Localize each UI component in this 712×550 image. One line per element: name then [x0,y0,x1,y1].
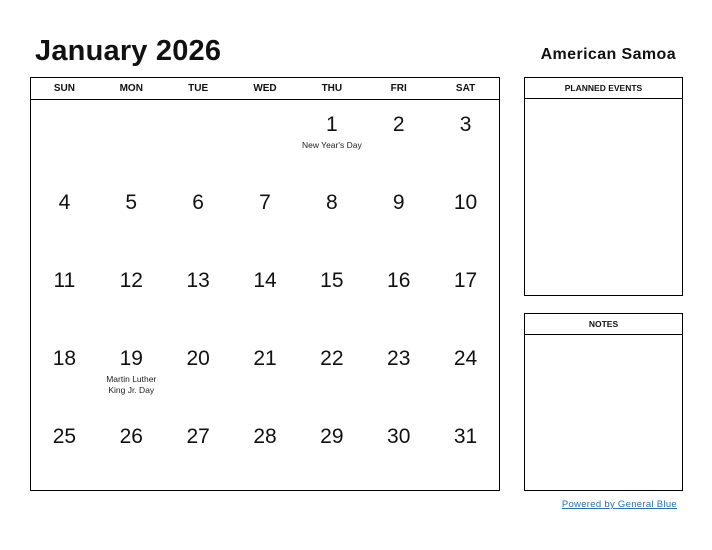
day-cell [232,412,299,490]
day-cell [432,256,499,334]
powered-by-link[interactable]: Powered by General Blue [561,499,677,510]
calendar-grid [30,77,500,491]
day-number: 26 [119,425,143,448]
day-number: 2 [392,113,405,136]
day-cell [98,334,165,412]
day-cell [31,100,98,178]
day-grid [31,100,499,490]
day-cell [365,256,432,334]
day-number: 4 [58,191,71,214]
day-number: 9 [392,191,405,214]
day-number: 20 [186,347,210,370]
day-number: 10 [453,191,478,214]
day-number: 1 [326,113,338,136]
day-number: 19 [119,347,143,370]
day-cell [432,100,499,178]
weekday-thu: THU [321,83,343,94]
day-cell [232,100,299,178]
day-number: 21 [253,347,277,370]
day-number: 30 [387,425,411,448]
day-cell [365,412,432,490]
day-cell [298,334,365,412]
weekday-wed: WED [253,83,277,94]
day-cell [31,256,98,334]
day-cell [298,178,365,256]
day-cell [232,178,299,256]
day-number: 15 [320,269,344,292]
holiday-label: Martin Luther King Jr. Day [106,374,157,395]
day-number: 22 [320,347,344,370]
planned-events-panel [524,77,683,296]
planned-events-heading: PLANNED EVENTS [525,78,682,99]
day-number: 18 [52,347,77,370]
day-number: 7 [259,191,271,214]
day-cell [365,334,432,412]
notes-panel [524,313,683,491]
weekday-sat: SAT [455,83,476,94]
region-label: American Samoa [540,46,676,63]
day-number: 12 [119,269,143,292]
weekday-sun: SUN [53,83,75,94]
day-number: 5 [125,191,138,214]
day-cell [232,256,299,334]
weekday-header [31,78,499,100]
day-cell [365,178,432,256]
day-cell [98,178,165,256]
day-cell [432,334,499,412]
holiday-label: New Year's Day [301,140,362,150]
day-number: 3 [459,113,472,136]
day-number: 6 [192,191,204,214]
day-cell [432,178,499,256]
day-cell [165,334,232,412]
day-number: 8 [326,191,338,214]
day-cell [432,412,499,490]
day-number: 16 [387,269,411,292]
day-number: 27 [186,425,210,448]
day-cell [165,178,232,256]
day-number: 23 [387,347,411,370]
day-number: 25 [52,425,77,448]
day-cell [98,412,165,490]
day-number: 17 [453,269,478,292]
day-cell [298,256,365,334]
day-number: 11 [53,269,76,292]
day-cell [365,100,432,178]
day-cell [165,100,232,178]
day-number: 29 [320,425,344,448]
day-number: 13 [186,269,210,292]
day-cell [31,412,98,490]
weekday-mon: MON [119,83,143,94]
weekday-tue: TUE [188,83,209,94]
weekday-fri: FRI [390,83,407,94]
day-cell [298,100,365,178]
day-cell [298,412,365,490]
day-cell [31,178,98,256]
day-cell [31,334,98,412]
page-title: January 2026 [35,35,222,67]
day-cell [232,334,299,412]
day-cell [98,100,165,178]
day-number: 24 [453,347,478,370]
day-cell [98,256,165,334]
day-cell [165,412,232,490]
day-number: 28 [253,425,277,448]
day-number: 14 [253,269,277,292]
day-number: 31 [453,425,478,448]
day-cell [165,256,232,334]
notes-heading: NOTES [525,314,682,335]
